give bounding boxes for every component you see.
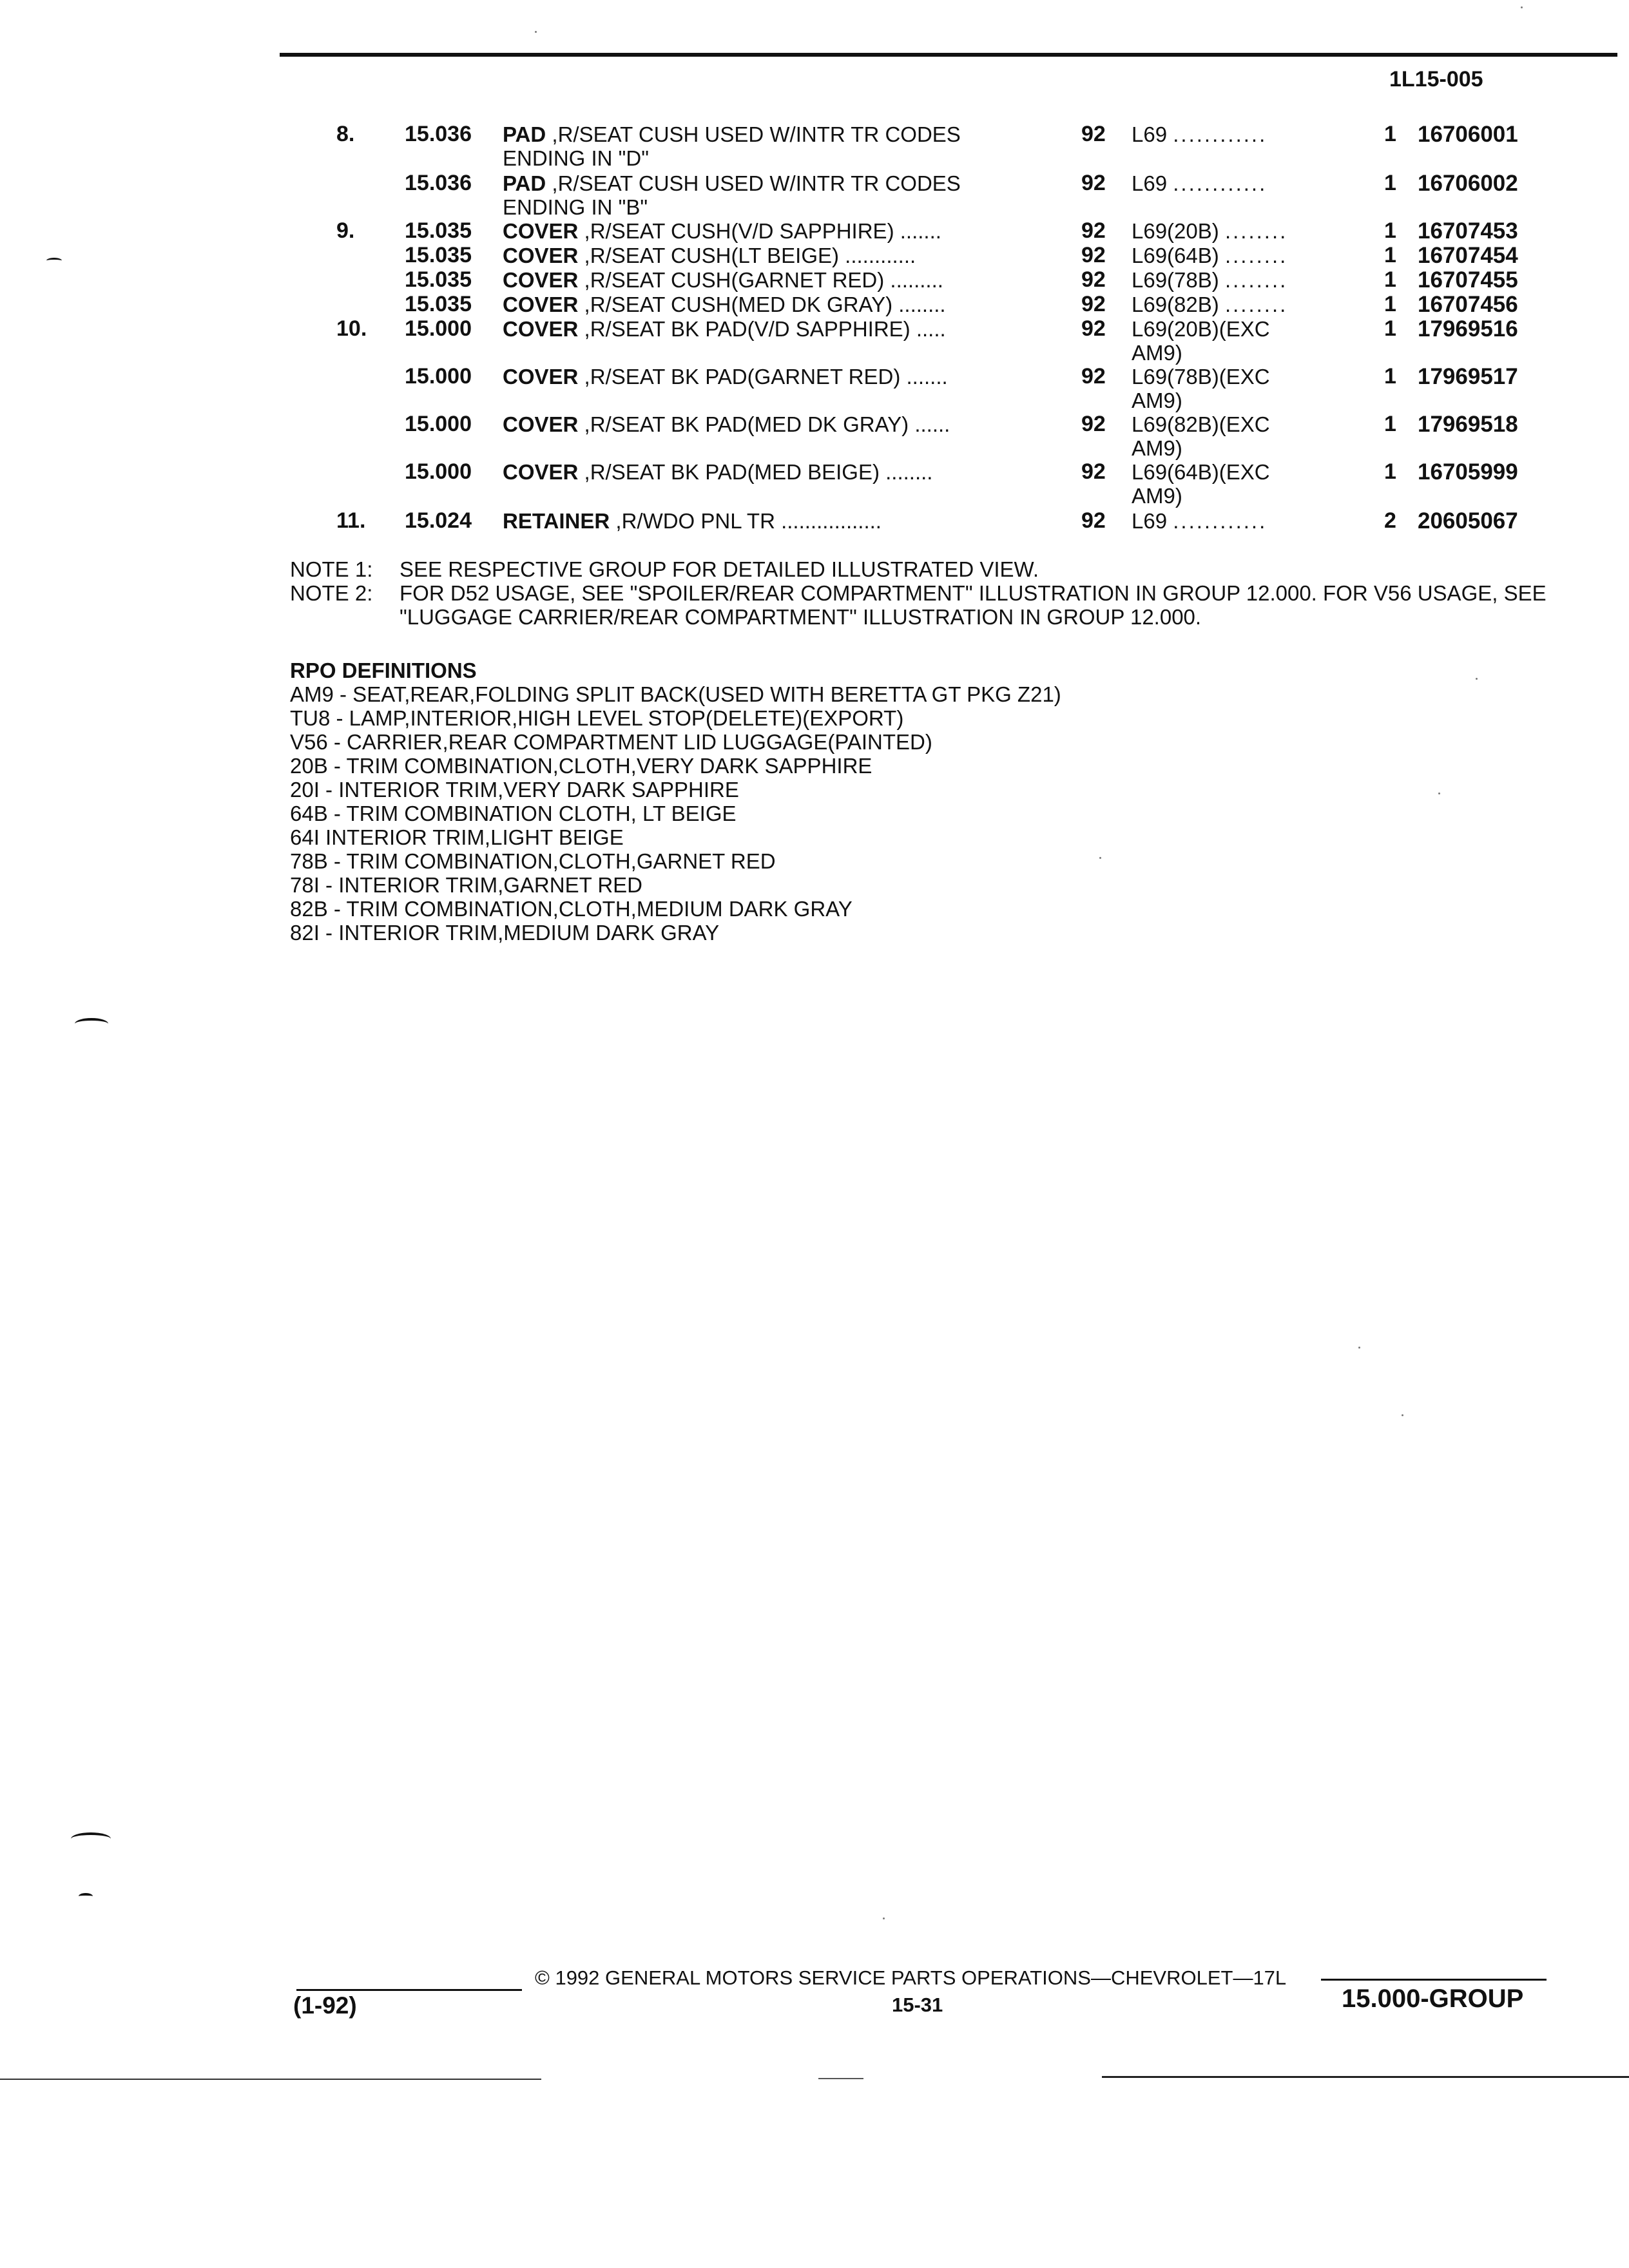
quantity: 1 <box>1384 171 1396 195</box>
part-name: PAD <box>503 122 546 146</box>
part-name: COVER <box>503 365 579 389</box>
note-label: NOTE 1: <box>290 557 373 581</box>
group-number: 15.000 <box>405 459 472 484</box>
footer-rule-left <box>296 1989 522 1991</box>
table-row <box>0 509 1629 561</box>
part-description <box>503 509 1031 533</box>
model-year: 92 <box>1081 316 1106 341</box>
part-name: COVER <box>503 268 579 292</box>
quantity: 1 <box>1384 292 1396 316</box>
model-code: L69(64B)(EXC AM9) <box>1132 460 1270 508</box>
notes-section <box>290 557 1585 629</box>
note-text: FOR D52 USAGE, SEE "SPOILER/REAR COMPARTMENT" ILLUSTRATION IN GROUP 12.000. FOR V56 USAGE, SEE "LUGGAGE CARRIER/REAR COMPARTMENT" ILLUSTRATION IN GROUP 12.000. <box>400 581 1547 629</box>
part-description <box>503 365 1031 389</box>
part-description <box>503 317 1031 341</box>
part-name: COVER <box>503 412 579 436</box>
part-description <box>503 171 1031 219</box>
part-description <box>503 293 1031 316</box>
part-detail: ,R/SEAT CUSH USED W/INTR TR CODES ENDING IN "B" <box>503 171 961 219</box>
model-year: 92 <box>1081 364 1106 389</box>
item-number: 10. <box>336 316 367 341</box>
scan-speck <box>1402 1414 1403 1416</box>
scan-mark <box>79 1893 93 1899</box>
footer-rule-right <box>1321 1979 1547 1981</box>
model-text: L69 <box>1132 171 1168 195</box>
model-code <box>1132 171 1344 195</box>
model-code: L69(20B)(EXC AM9) <box>1132 317 1270 365</box>
rpo-line: AM9 - SEAT,REAR,FOLDING SPLIT BACK(USED WITH BERETTA GT PKG Z21) <box>290 682 1061 706</box>
rpo-definitions <box>290 658 1061 945</box>
scan-mark <box>75 1018 108 1030</box>
scan-speck <box>883 1917 885 1919</box>
table-row <box>0 412 1629 464</box>
group-number: 15.035 <box>405 292 472 316</box>
footer-group: 15.000-GROUP <box>1342 1984 1524 2013</box>
part-name: PAD <box>503 171 546 195</box>
model-text: L69 <box>1132 509 1168 533</box>
rpo-line: 82I - INTERIOR TRIM,MEDIUM DARK GRAY <box>290 921 720 945</box>
part-detail: ,R/SEAT BK PAD(MED BEIGE) ........ <box>578 460 933 484</box>
quantity: 1 <box>1384 122 1396 146</box>
scan-edge-line <box>0 2079 541 2080</box>
part-number: 16707454 <box>1418 243 1518 268</box>
part-detail: ,R/SEAT CUSH(LT BEIGE) ............ <box>578 244 916 267</box>
quantity: 1 <box>1384 412 1396 436</box>
scan-speck <box>1476 678 1478 680</box>
rpo-line: TU8 - LAMP,INTERIOR,HIGH LEVEL STOP(DELETE)(EXPORT) <box>290 706 904 730</box>
part-description <box>503 122 1031 170</box>
model-text: L69(64B) <box>1132 244 1219 267</box>
quantity: 1 <box>1384 316 1396 341</box>
part-number: 17969516 <box>1418 316 1518 341</box>
part-name: COVER <box>503 460 579 484</box>
rpo-line: 64I INTERIOR TRIM,LIGHT BEIGE <box>290 825 624 849</box>
table-row <box>0 365 1629 416</box>
model-year: 92 <box>1081 412 1106 436</box>
scan-speck <box>1521 6 1523 8</box>
leader-dots: ............ <box>1173 122 1268 146</box>
quantity: 1 <box>1384 459 1396 484</box>
model-text: L69(20B) <box>1132 219 1219 243</box>
model-code <box>1132 122 1344 146</box>
model-year: 92 <box>1081 218 1106 243</box>
group-number: 15.036 <box>405 171 472 195</box>
part-description <box>503 412 1031 436</box>
scan-speck <box>535 31 537 33</box>
note-item <box>290 557 1585 581</box>
group-number: 15.035 <box>405 218 472 243</box>
group-number: 15.024 <box>405 508 472 533</box>
leader-dots: ........ <box>1224 293 1288 316</box>
table-row <box>0 171 1629 223</box>
part-name: COVER <box>503 293 579 316</box>
item-number: 8. <box>336 122 355 146</box>
model-year: 92 <box>1081 243 1106 267</box>
item-number: 9. <box>336 218 355 243</box>
leader-dots: ............ <box>1173 509 1268 533</box>
note-text: SEE RESPECTIVE GROUP FOR DETAILED ILLUSTRATED VIEW. <box>400 557 1039 581</box>
part-description <box>503 244 1031 267</box>
leader-dots: ........ <box>1224 268 1288 292</box>
item-number: 11. <box>336 508 366 533</box>
part-detail: ,R/WDO PNL TR ................. <box>610 509 882 533</box>
model-year: 92 <box>1081 459 1106 484</box>
part-number: 16706001 <box>1418 122 1518 147</box>
scan-speck <box>1438 793 1440 794</box>
note-item <box>290 581 1585 629</box>
part-number: 16706002 <box>1418 171 1518 196</box>
group-number: 15.000 <box>405 412 472 436</box>
scan-edge-line <box>1102 2076 1629 2078</box>
part-detail: ,R/SEAT CUSH(MED DK GRAY) ........ <box>578 293 946 316</box>
model-text: L69(78B) <box>1132 268 1219 292</box>
table-row <box>0 460 1629 512</box>
part-detail: ,R/SEAT BK PAD(MED DK GRAY) ...... <box>578 412 950 436</box>
part-number: 20605067 <box>1418 508 1518 533</box>
rpo-line: 64B - TRIM COMBINATION CLOTH, LT BEIGE <box>290 802 737 825</box>
table-row <box>0 317 1629 369</box>
model-code <box>1132 244 1344 267</box>
rpo-line: 20I - INTERIOR TRIM,VERY DARK SAPPHIRE <box>290 778 739 802</box>
model-code <box>1132 268 1344 292</box>
leader-dots: ............ <box>1173 171 1268 195</box>
quantity: 1 <box>1384 218 1396 243</box>
model-code <box>1132 293 1344 316</box>
part-description <box>503 268 1031 292</box>
model-text: L69(82B) <box>1132 293 1219 316</box>
model-year: 92 <box>1081 171 1106 195</box>
quantity: 1 <box>1384 243 1396 267</box>
part-detail: ,R/SEAT CUSH USED W/INTR TR CODES ENDING IN "D" <box>503 122 961 170</box>
group-number: 15.000 <box>405 316 472 341</box>
header-rule <box>280 53 1617 57</box>
quantity: 2 <box>1384 508 1396 533</box>
part-name: COVER <box>503 244 579 267</box>
model-code: L69(78B)(EXC AM9) <box>1132 365 1270 412</box>
table-row <box>0 122 1629 174</box>
part-number: 17969517 <box>1418 364 1518 389</box>
part-detail: ,R/SEAT BK PAD(V/D SAPPHIRE) ..... <box>578 317 946 341</box>
part-number: 17969518 <box>1418 412 1518 437</box>
group-number: 15.035 <box>405 243 472 267</box>
model-year: 92 <box>1081 122 1106 146</box>
part-number: 16707455 <box>1418 267 1518 293</box>
scan-edge-line <box>818 2078 863 2079</box>
scan-mark <box>71 1832 111 1845</box>
part-detail: ,R/SEAT BK PAD(GARNET RED) ....... <box>578 365 948 389</box>
part-detail: ,R/SEAT CUSH(GARNET RED) ......... <box>578 268 943 292</box>
footer-date: (1-92) <box>293 1992 357 2019</box>
rpo-line: 78B - TRIM COMBINATION,CLOTH,GARNET RED <box>290 849 776 873</box>
group-number: 15.036 <box>405 122 472 146</box>
leader-dots: ........ <box>1224 219 1288 243</box>
part-name: RETAINER <box>503 509 610 533</box>
quantity: 1 <box>1384 364 1396 389</box>
footer-page-number: 15-31 <box>892 1994 943 2016</box>
part-detail: ,R/SEAT CUSH(V/D SAPPHIRE) ....... <box>578 219 941 243</box>
model-year: 92 <box>1081 292 1106 316</box>
rpo-line: 82B - TRIM COMBINATION,CLOTH,MEDIUM DARK GRAY <box>290 897 853 921</box>
leader-dots: ........ <box>1224 244 1288 267</box>
rpo-line: 20B - TRIM COMBINATION,CLOTH,VERY DARK SAPPHIRE <box>290 754 872 778</box>
page-code: 1L15-005 <box>1389 67 1483 91</box>
model-year: 92 <box>1081 508 1106 533</box>
rpo-line: V56 - CARRIER,REAR COMPARTMENT LID LUGGAGE(PAINTED) <box>290 730 932 754</box>
quantity: 1 <box>1384 267 1396 292</box>
model-code <box>1132 509 1344 533</box>
part-name: COVER <box>503 219 579 243</box>
part-description <box>503 460 1031 484</box>
group-number: 15.000 <box>405 364 472 389</box>
scan-mark <box>46 258 62 264</box>
model-code: L69(82B)(EXC AM9) <box>1132 412 1270 460</box>
footer-copyright: © 1992 GENERAL MOTORS SERVICE PARTS OPERATIONS—CHEVROLET—17L <box>535 1966 1287 1989</box>
note-label: NOTE 2: <box>290 581 373 605</box>
part-number: 16707453 <box>1418 218 1518 244</box>
model-code <box>1132 219 1344 243</box>
model-text: L69 <box>1132 122 1168 146</box>
part-description <box>503 219 1031 243</box>
scan-speck <box>1358 1347 1360 1349</box>
part-number: 16705999 <box>1418 459 1518 485</box>
part-number: 16707456 <box>1418 292 1518 317</box>
group-number: 15.035 <box>405 267 472 292</box>
rpo-line: 78I - INTERIOR TRIM,GARNET RED <box>290 873 643 897</box>
scan-speck <box>1099 857 1101 859</box>
part-name: COVER <box>503 317 579 341</box>
model-year: 92 <box>1081 267 1106 292</box>
rpo-heading: RPO DEFINITIONS <box>290 658 477 682</box>
